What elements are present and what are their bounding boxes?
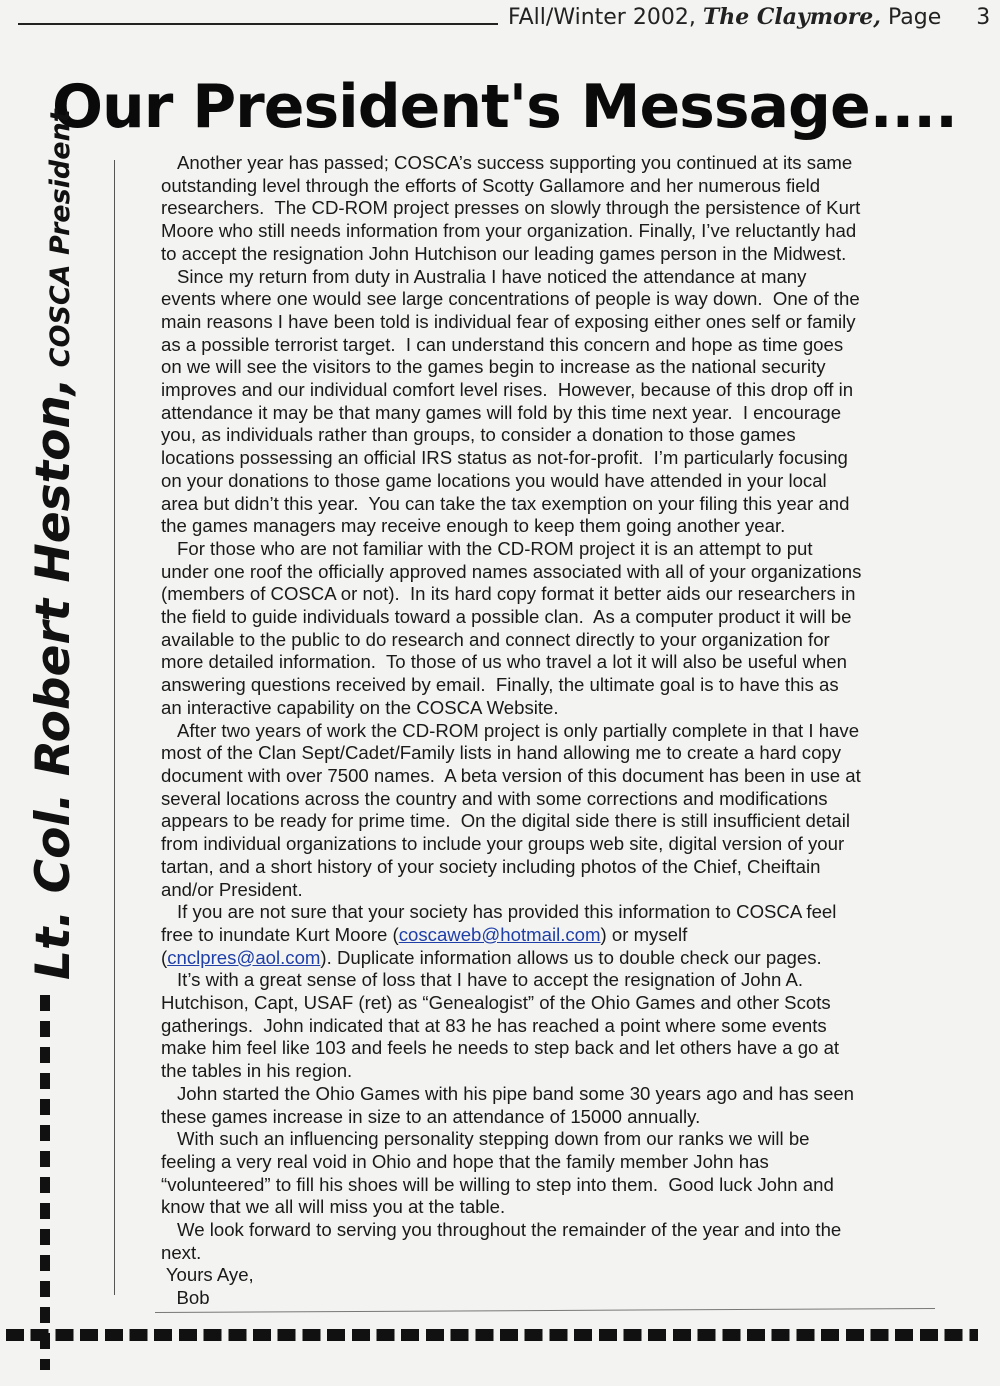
text-line: [161, 538, 861, 561]
text-line: [161, 629, 861, 652]
line-text: on your donations to those game locations you would have attended in your local: [161, 469, 827, 491]
text-line: [161, 901, 861, 924]
line-text: the tables in his region.: [161, 1060, 353, 1082]
text-line: [161, 924, 861, 947]
text-line: [161, 1083, 861, 1106]
text-line: [161, 947, 861, 970]
line-text: answering questions received by email. Finally, the ultimate goal is to have this as: [161, 674, 839, 696]
line-text: ) or myself: [600, 923, 688, 945]
text-line: [161, 152, 861, 175]
line-text: document with over 7500 names. A beta version of this document has been in use at: [161, 764, 861, 786]
text-line: [161, 856, 861, 879]
page-label: Page: [887, 5, 942, 30]
text-line: [161, 606, 861, 629]
text-line: [161, 220, 861, 243]
text-line: [161, 402, 861, 425]
line-text: After two years of work the CD-ROM project is only partially complete in that I have: [177, 719, 860, 741]
line-text: under one roof the officially approved names associated with all of your organizations: [161, 560, 862, 582]
text-line: [161, 651, 861, 674]
text-line: [161, 1264, 861, 1287]
text-line: [161, 1287, 861, 1310]
text-line: [161, 765, 861, 788]
line-text: from individual organizations to include your groups web site, digital version of your: [161, 833, 845, 855]
text-line: [161, 1037, 861, 1060]
line-text: the games managers may receive enough to keep them going another year.: [161, 515, 786, 537]
issue-label: FAll/Winter 2002,: [508, 5, 696, 30]
line-text: gatherings. John indicated that at 83 he has reached a point where some events: [161, 1014, 827, 1036]
text-line: [161, 356, 861, 379]
text-line: [161, 969, 861, 992]
text-line: [161, 175, 861, 198]
text-line: [161, 674, 861, 697]
text-line: [161, 742, 861, 765]
text-line: [161, 334, 861, 357]
text-line: [161, 311, 861, 334]
line-text: on we will see the visitors to the games begin to increase as the national security: [161, 356, 826, 378]
text-line: [161, 1015, 861, 1038]
text-line: [161, 833, 861, 856]
author-role: COSCA President: [45, 109, 76, 368]
line-text: make him feel like 103 and feels he needs to step back and let others have a go at: [161, 1037, 840, 1059]
line-text: (members of COSCA or not). In its hard copy format it better aids our researchers in: [161, 583, 856, 605]
text-line: [161, 493, 861, 516]
text-line: [161, 1060, 861, 1083]
text-line: [161, 266, 861, 289]
text-line: [161, 788, 861, 811]
line-text: We look forward to serving you throughout the remainder of the year and into the: [177, 1219, 842, 1241]
line-text: locations possessing an official IRS status as not-for-profit. I’m particularly focusing: [161, 447, 848, 469]
text-line: [161, 424, 861, 447]
running-header: [508, 4, 990, 30]
line-text: Since my return from duty in Australia I have noticed the attendance at many: [177, 265, 807, 287]
line-text: John started the Ohio Games with his pipe band some 30 years ago and has seen: [177, 1082, 855, 1104]
line-text: events where one would see large concentrations of people is way down. One of the: [161, 288, 860, 310]
email-link[interactable]: coscaweb@hotmail.com: [398, 923, 601, 945]
line-text: With such an influencing personality stepping down from our ranks we will be: [177, 1128, 810, 1150]
text-line: [161, 561, 861, 584]
line-text: area but didn’t this year. You can take the tax exemption on your filing this year and: [161, 492, 850, 514]
line-text: If you are not sure that your society has provided this information to COSCA feel: [177, 901, 837, 923]
message-body: [161, 152, 861, 1310]
text-line: [161, 583, 861, 606]
dashed-border-vertical: [40, 995, 50, 1370]
line-text: main reasons I have been told is individual fear of exposing either ones self or family: [161, 310, 856, 332]
text-line: [161, 697, 861, 720]
text-line: [161, 515, 861, 538]
text-line: [161, 379, 861, 402]
line-text: available to the public to do research and connect directly to your organization for: [161, 628, 830, 650]
column-divider: [114, 160, 115, 1295]
line-text: as a possible terrorist target. I can understand this concern and hope as time goes: [161, 333, 844, 355]
line-text: “volunteered” to fill his shoes will be willing to step into them. Good luck John and: [161, 1173, 834, 1195]
line-text: more detailed information. To those of us who travel a lot it will also be useful when: [161, 651, 847, 673]
text-line: [161, 197, 861, 220]
line-text: most of the Clan Sept/Cadet/Family lists in hand allowing me to create a hard copy: [161, 742, 842, 764]
author-name: Lt. Col. Robert Heston,: [26, 377, 81, 980]
line-text: next.: [161, 1241, 202, 1263]
text-line: [161, 810, 861, 833]
line-text: know that we all will miss you at the table.: [161, 1196, 506, 1218]
magazine-name: The Claymore,: [702, 4, 881, 30]
line-text: attendance it may be that many games will fold by this time next year. I encourage: [161, 401, 842, 423]
text-line: [161, 720, 861, 743]
line-text: outstanding level through the efforts of Scotty Gallamore and her numerous field: [161, 174, 821, 196]
text-line: [161, 470, 861, 493]
line-text: For those who are not familiar with the CD-ROM project it is an attempt to put: [177, 537, 813, 559]
line-text: Yours Aye,: [161, 1264, 254, 1286]
line-text: you, as individuals rather than groups, to consider a donation to those games: [161, 424, 796, 446]
text-line: [161, 288, 861, 311]
line-text: an interactive capability on the COSCA Website.: [161, 696, 559, 718]
page-title: Our President's Message....: [52, 72, 957, 142]
text-line: [161, 1106, 861, 1129]
text-line: [161, 1128, 861, 1151]
line-text: the field to guide individuals toward a possible clan. As a computer product it will be: [161, 606, 852, 628]
line-text: free to inundate Kurt Moore (: [161, 923, 399, 945]
text-line: [161, 1219, 861, 1242]
line-text: ). Duplicate information allows us to double check our pages.: [320, 946, 822, 968]
text-line: [161, 1174, 861, 1197]
line-text: to accept the resignation John Hutchison our leading games person in the Midwest.: [161, 242, 847, 264]
author-byline: [26, 109, 81, 980]
line-text: Hutchison, Capt, USAF (ret) as “Genealogist” of the Ohio Games and other Scots: [161, 992, 831, 1014]
line-text: (: [161, 946, 168, 968]
text-line: [161, 447, 861, 470]
text-line: [161, 1151, 861, 1174]
line-text: Another year has passed; COSCA’s success supporting you continued at its same: [177, 152, 853, 173]
line-text: several locations across the country and with some corrections and modifications: [161, 787, 828, 809]
line-text: Moore who still needs information from your organization. Finally, I’ve reluctantly had: [161, 220, 857, 242]
line-text: appears to be ready for prime time. On the digital side there is still insufficient detail: [161, 810, 851, 832]
line-text: feeling a very real void in Ohio and hope that the family member John has: [161, 1150, 769, 1172]
text-line: [161, 1242, 861, 1265]
email-link[interactable]: cnclpres@aol.com: [167, 946, 321, 968]
line-text: and/or President.: [161, 878, 303, 900]
header-rule: [18, 23, 498, 25]
text-line: [161, 879, 861, 902]
line-text: tartan, and a short history of your society including photos of the Chief, Cheiftain: [161, 855, 821, 877]
line-text: Bob: [161, 1287, 210, 1309]
line-text: these games increase in size to an attendance of 15000 annually.: [161, 1105, 701, 1127]
line-text: researchers. The CD-ROM project presses on slowly through the persistence of Kurt: [161, 197, 861, 219]
line-text: improves and our individual comfort level rises. However, because of this drop off in: [161, 379, 854, 401]
dashed-border-horizontal: [6, 1329, 978, 1341]
text-line: [161, 243, 861, 266]
text-line: [161, 1196, 861, 1219]
text-line: [161, 992, 861, 1015]
page-number: 3: [976, 5, 991, 30]
line-text: It’s with a great sense of loss that I have to accept the resignation of John A.: [177, 969, 804, 991]
